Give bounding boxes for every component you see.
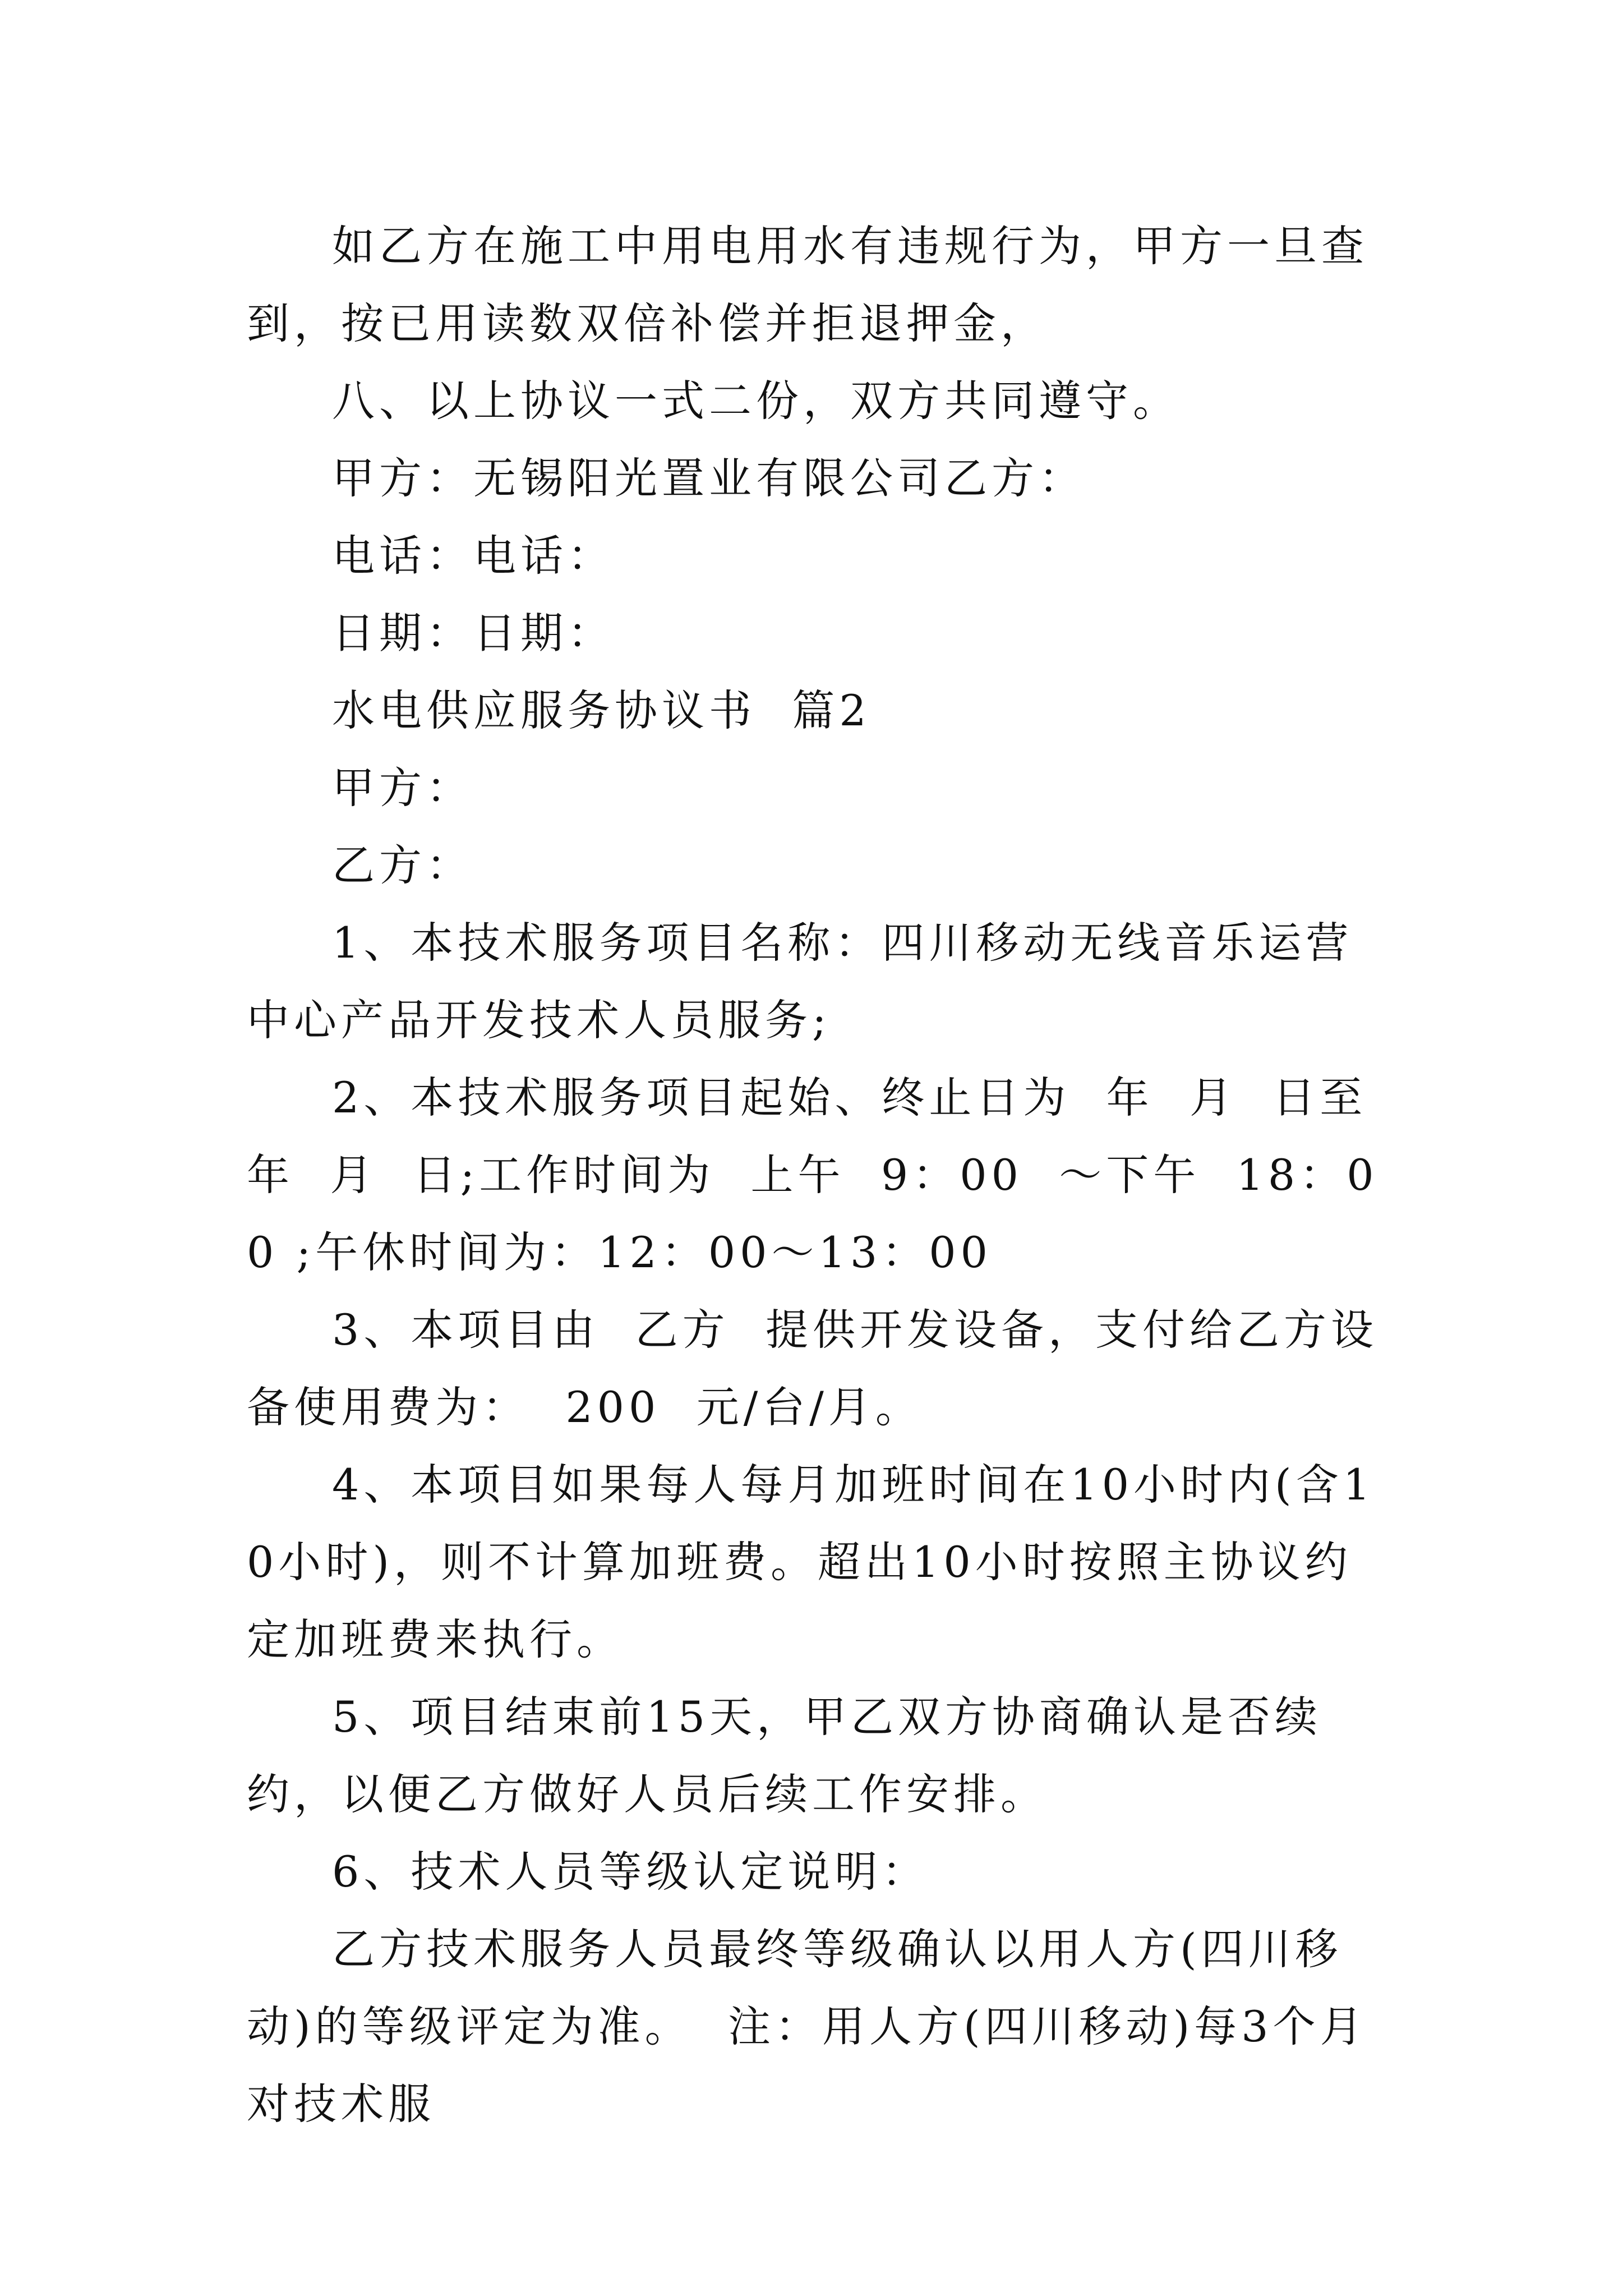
clause-4-overtime: 4、本项目如果每人每月加班时间在10小时内(含10小时)，则不计算加班费。超出10小时按照主协议约定加班费来执行。 (247, 1460, 1375, 1664)
clause-6-level-heading: 6、技术人员等级认定说明： (332, 1847, 929, 1897)
paragraph-date: 日期：日期： (332, 608, 615, 658)
paragraph-level-confirmation: 乙方技术服务人员最终等级确认以用人方(四川移动)的等级评定为准。 注：用人方(四川移动)每3个月对技术服 (247, 1924, 1367, 2129)
document-body (247, 208, 1403, 2143)
clause-5-renewal: 5、项目结束前15天，甲乙双方协商确认是否续约，以便乙方做好人员后续工作安排。 (247, 1692, 1322, 1819)
paragraph-violation-clause: 如乙方在施工中用电用水有违规行为，甲方一旦查到，按已用读数双倍补偿并拒退押金， (247, 221, 1368, 348)
paragraph-party-b: 乙方： (332, 840, 473, 890)
paragraph-phone: 电话：电话： (332, 531, 615, 581)
clause-3-equipment-fee: 3、本项目由 乙方 提供开发设备，支付给乙方设备使用费为： 200 元/台/月。 (247, 1305, 1378, 1432)
paragraph-copies-clause: 八、以上协议一式二份，双方共同遵守。 (332, 376, 1180, 426)
paragraph-party-a: 甲方： (332, 763, 473, 813)
clause-2-project-period: 2、本技术服务项目起始、终止日为 年 月 日至 年 月 日;工作时间为 上午 9：00 ～下午 18：00 ;午休时间为：12：00～13：00 (247, 1073, 1403, 1277)
section-title: 水电供应服务协议书 篇2 (332, 685, 871, 735)
clause-1-project-name: 1、本技术服务项目名称：四川移动无线音乐运营中心产品开发技术人员服务; (247, 918, 1353, 1045)
paragraph-parties-signature: 甲方：无锡阳光置业有限公司乙方： (332, 453, 1086, 503)
